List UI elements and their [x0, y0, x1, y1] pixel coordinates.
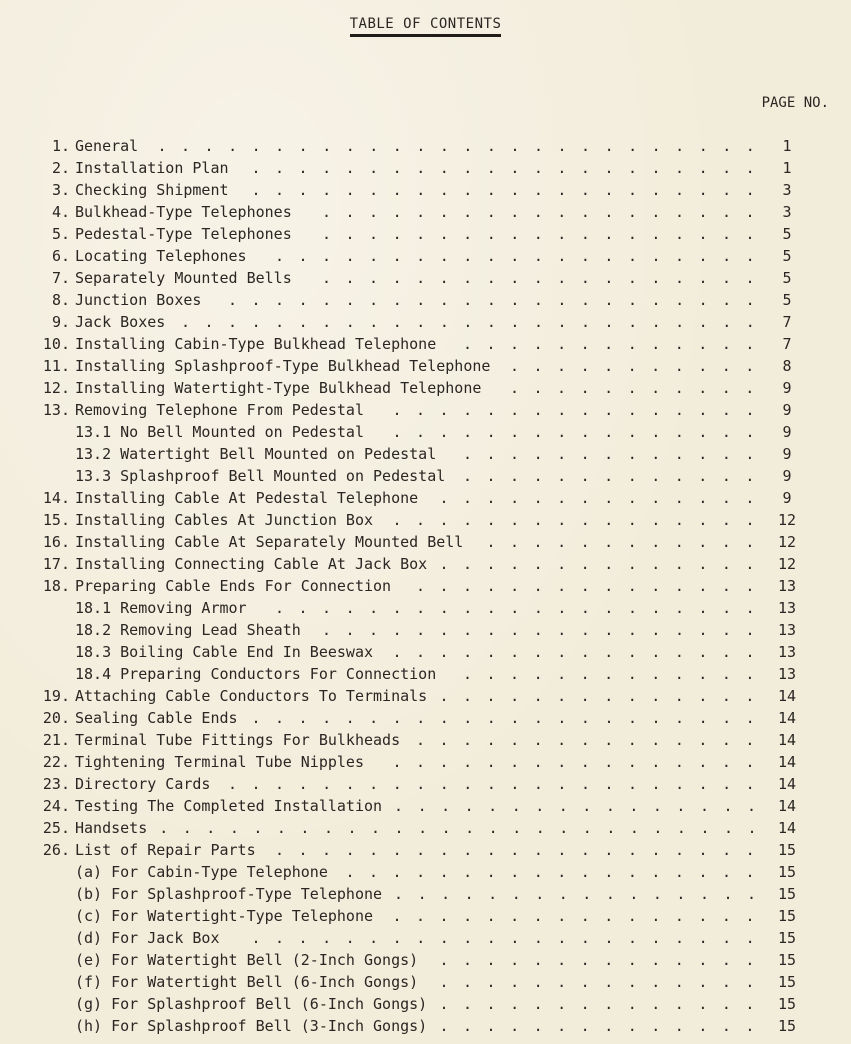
- leader-dots: ..................: [345, 863, 770, 881]
- entry-title: (b) For Splashproof-Type Telephone: [75, 885, 383, 903]
- entry-page-number: 3: [782, 181, 792, 199]
- leader-dots: ................: [392, 753, 769, 771]
- leader-dots: ................: [392, 511, 769, 529]
- entry-page-number: 9: [782, 489, 792, 507]
- entry-page-number: 3: [782, 203, 792, 221]
- entry-title: Separately Mounted Bells: [75, 269, 292, 287]
- leader-dots: .............: [463, 665, 769, 683]
- toc-entry: [0, 575, 851, 597]
- entry-title: Installing Watertight-Type Bulkhead Telephone: [75, 379, 482, 397]
- entry-page-number: 14: [777, 819, 797, 837]
- leader-dots: .....................: [275, 599, 770, 617]
- leader-dots: ............: [486, 533, 769, 551]
- leader-dots: ..............: [439, 555, 769, 573]
- toc-entry: [0, 949, 851, 971]
- entry-page-number: 15: [777, 885, 797, 903]
- toc-entry: [0, 399, 851, 421]
- page-title: [0, 16, 851, 37]
- entry-page-number: 9: [782, 379, 792, 397]
- entry-page-number: 15: [777, 907, 797, 925]
- entry-page-number: 14: [777, 797, 797, 815]
- entry-title: (c) For Watertight-Type Telephone: [75, 907, 374, 925]
- leader-dots: .............: [463, 335, 769, 353]
- entry-title: 13.3 Splashproof Bell Mounted on Pedestal: [75, 467, 446, 485]
- entry-title: Bulkhead-Type Telephones: [75, 203, 292, 221]
- entry-page-number: 12: [777, 511, 797, 529]
- leader-dots: .............: [463, 467, 769, 485]
- entry-number: 3.: [51, 181, 70, 199]
- entry-number: 25.: [42, 819, 70, 837]
- entry-title: 18.3 Boiling Cable End In Beeswax: [75, 643, 374, 661]
- entry-title: Checking Shipment: [75, 181, 229, 199]
- entry-page-number: 9: [782, 423, 792, 441]
- leader-dots: ...........: [510, 357, 769, 375]
- entry-title: Directory Cards: [75, 775, 211, 793]
- entry-title: Junction Boxes: [75, 291, 202, 309]
- entry-title: Tightening Terminal Tube Nipples: [75, 753, 364, 771]
- entry-page-number: 15: [777, 973, 797, 991]
- entry-page-number: 8: [782, 357, 792, 375]
- toc-entry: [0, 905, 851, 927]
- entry-page-number: 5: [782, 291, 792, 309]
- leader-dots: ...................: [322, 203, 770, 221]
- entry-number: 4.: [51, 203, 70, 221]
- toc-entry: [0, 619, 851, 641]
- entry-page-number: 12: [777, 555, 797, 573]
- toc-entry: [0, 267, 851, 289]
- entry-number: 9.: [51, 313, 70, 331]
- toc-entry: [0, 597, 851, 619]
- entry-title: 13.1 No Bell Mounted on Pedestal: [75, 423, 364, 441]
- entry-title: Installing Connecting Cable At Jack Box: [75, 555, 428, 573]
- entry-title: Attaching Cable Conductors To Terminals: [75, 687, 428, 705]
- leader-dots: .............: [463, 445, 769, 463]
- leader-dots: .......................: [228, 291, 770, 309]
- toc-entry: [0, 751, 851, 773]
- toc-entry: [0, 861, 851, 883]
- entry-page-number: 15: [777, 841, 797, 859]
- entry-page-number: 1: [782, 159, 792, 177]
- leader-dots: ..............: [439, 951, 769, 969]
- entry-number: 20.: [42, 709, 70, 727]
- entry-page-number: 15: [777, 951, 797, 969]
- leader-dots: ..........................: [159, 819, 772, 837]
- entry-page-number: 13: [777, 577, 797, 595]
- entry-title: Installing Cable At Separately Mounted Bell: [75, 533, 464, 551]
- leader-dots: ................: [392, 423, 769, 441]
- entry-number: 7.: [51, 269, 70, 287]
- entry-number: 1.: [51, 137, 70, 155]
- toc-entry: [0, 641, 851, 663]
- entry-page-number: 9: [782, 445, 792, 463]
- toc-entry: [0, 223, 851, 245]
- page-number-header: PAGE NO.: [761, 95, 829, 111]
- leader-dots: ..............: [439, 995, 769, 1013]
- leader-dots: ................: [392, 907, 769, 925]
- entry-number: 15.: [42, 511, 70, 529]
- entry-title: Testing The Completed Installation: [75, 797, 383, 815]
- toc-entry: [0, 817, 851, 839]
- toc-entry: [0, 795, 851, 817]
- leader-dots: ...........: [510, 379, 769, 397]
- entry-title: (d) For Jack Box: [75, 929, 220, 947]
- toc-entry: [0, 135, 851, 157]
- entry-title: Pedestal-Type Telephones: [75, 225, 292, 243]
- entry-page-number: 15: [777, 995, 797, 1013]
- entry-page-number: 14: [777, 753, 797, 771]
- entry-number: 12.: [42, 379, 70, 397]
- entry-title: 18.2 Removing Lead Sheath: [75, 621, 301, 639]
- entry-page-number: 13: [777, 665, 797, 683]
- leader-dots: ................: [392, 643, 769, 661]
- entry-page-number: 9: [782, 401, 792, 419]
- entry-page-number: 12: [777, 533, 797, 551]
- entry-title: (h) For Splashproof Bell (3-Inch Gongs): [75, 1017, 428, 1035]
- entry-page-number: 5: [782, 247, 792, 265]
- entry-title: Installing Cables At Junction Box: [75, 511, 374, 529]
- toc-entry: [0, 927, 851, 949]
- leader-dots: ................: [394, 885, 771, 903]
- entry-page-number: 14: [777, 731, 797, 749]
- entry-number: 8.: [51, 291, 70, 309]
- entry-page-number: 13: [777, 643, 797, 661]
- toc-entry: [0, 157, 851, 179]
- entry-title: (a) For Cabin-Type Telephone: [75, 863, 328, 881]
- toc-entry: [0, 839, 851, 861]
- toc-entry: [0, 663, 851, 685]
- toc-entry: [0, 773, 851, 795]
- entry-title: 18.4 Preparing Conductors For Connection: [75, 665, 437, 683]
- entry-title: (g) For Splashproof Bell (6-Inch Gongs): [75, 995, 428, 1013]
- leader-dots: ...................: [322, 225, 770, 243]
- toc-entry: [0, 685, 851, 707]
- toc-entry: [0, 355, 851, 377]
- toc-entry: [0, 883, 851, 905]
- entry-page-number: 7: [782, 335, 792, 353]
- entry-title: Handsets: [75, 819, 148, 837]
- toc-entry: [0, 531, 851, 553]
- entry-number: 5.: [51, 225, 70, 243]
- entry-page-number: 9: [782, 467, 792, 485]
- toc-entry: [0, 707, 851, 729]
- leader-dots: ..............: [439, 489, 769, 507]
- entry-title: Removing Telephone From Pedestal: [75, 401, 364, 419]
- entry-page-number: 13: [777, 599, 797, 617]
- entry-page-number: 14: [777, 775, 797, 793]
- entry-page-number: 15: [777, 863, 797, 881]
- entry-page-number: 15: [777, 929, 797, 947]
- toc-entry: [0, 443, 851, 465]
- entry-title: Installing Cable At Pedestal Telephone: [75, 489, 419, 507]
- leader-dots: ......................: [251, 181, 770, 199]
- leader-dots: ..............: [439, 687, 769, 705]
- entry-title: 18.1 Removing Armor: [75, 599, 247, 617]
- leader-dots: .........................: [181, 313, 770, 331]
- entry-page-number: 14: [777, 687, 797, 705]
- entry-title: 13.2 Watertight Bell Mounted on Pedestal: [75, 445, 437, 463]
- toc-entry: [0, 971, 851, 993]
- toc-entry: [0, 289, 851, 311]
- entry-number: 19.: [42, 687, 70, 705]
- entry-page-number: 5: [782, 225, 792, 243]
- entry-number: 2.: [51, 159, 70, 177]
- toc-entry: [0, 465, 851, 487]
- toc-entry: [0, 179, 851, 201]
- entry-number: 22.: [42, 753, 70, 771]
- toc-entry: [0, 311, 851, 333]
- leader-dots: ..............: [439, 973, 769, 991]
- toc-entry: [0, 333, 851, 355]
- entry-title: Installing Splashproof-Type Bulkhead Telephone: [75, 357, 491, 375]
- entry-number: 26.: [42, 841, 70, 859]
- entry-title: Sealing Cable Ends: [75, 709, 238, 727]
- toc-list: [0, 135, 851, 1037]
- toc-entry: [0, 245, 851, 267]
- entry-number: 6.: [51, 247, 70, 265]
- leader-dots: ................: [394, 797, 771, 815]
- entry-number: 14.: [42, 489, 70, 507]
- entry-number: 24.: [42, 797, 70, 815]
- entry-title: List of Repair Parts: [75, 841, 256, 859]
- toc-entry: [0, 509, 851, 531]
- entry-number: 11.: [42, 357, 70, 375]
- entry-page-number: 15: [777, 1017, 797, 1035]
- entry-title: General: [75, 137, 139, 155]
- toc-entry: [0, 993, 851, 1015]
- leader-dots: ......................: [251, 159, 770, 177]
- entry-title: Preparing Cable Ends For Connection: [75, 577, 392, 595]
- leader-dots: .......................: [228, 775, 770, 793]
- toc-entry: [0, 377, 851, 399]
- entry-title: Installing Cabin-Type Bulkhead Telephone: [75, 335, 437, 353]
- leader-dots: .....................: [275, 247, 770, 265]
- toc-entry: [0, 1015, 851, 1037]
- entry-title: Terminal Tube Fittings For Bulkheads: [75, 731, 401, 749]
- entry-page-number: 14: [777, 709, 797, 727]
- leader-dots: ...............: [416, 731, 769, 749]
- entry-title: Jack Boxes: [75, 313, 166, 331]
- toc-entry: [0, 553, 851, 575]
- entry-title: Installation Plan: [75, 159, 229, 177]
- entry-number: 18.: [42, 577, 70, 595]
- leader-dots: ......................: [251, 709, 770, 727]
- leader-dots: ......................: [251, 929, 770, 947]
- entry-title: (e) For Watertight Bell (2-Inch Gongs): [75, 951, 419, 969]
- leader-dots: ..............: [439, 1017, 769, 1035]
- entry-page-number: 1: [782, 137, 792, 155]
- entry-number: 13.: [42, 401, 70, 419]
- entry-page-number: 5: [782, 269, 792, 287]
- toc-entry: [0, 487, 851, 509]
- entry-title: (f) For Watertight Bell (6-Inch Gongs): [75, 973, 419, 991]
- entry-page-number: 7: [782, 313, 792, 331]
- entry-number: 21.: [42, 731, 70, 749]
- leader-dots: ...............: [416, 577, 769, 595]
- leader-dots: ..........................: [157, 137, 770, 155]
- leader-dots: ...................: [322, 269, 770, 287]
- entry-number: 17.: [42, 555, 70, 573]
- toc-entry: [0, 421, 851, 443]
- entry-number: 16.: [42, 533, 70, 551]
- entry-number: 10.: [42, 335, 70, 353]
- title-text: TABLE OF CONTENTS: [350, 16, 502, 37]
- leader-dots: ................: [392, 401, 769, 419]
- entry-number: 23.: [42, 775, 70, 793]
- toc-entry: [0, 201, 851, 223]
- entry-title: Locating Telephones: [75, 247, 247, 265]
- toc-entry: [0, 729, 851, 751]
- entry-page-number: 13: [777, 621, 797, 639]
- leader-dots: ...................: [322, 621, 770, 639]
- leader-dots: .....................: [275, 841, 770, 859]
